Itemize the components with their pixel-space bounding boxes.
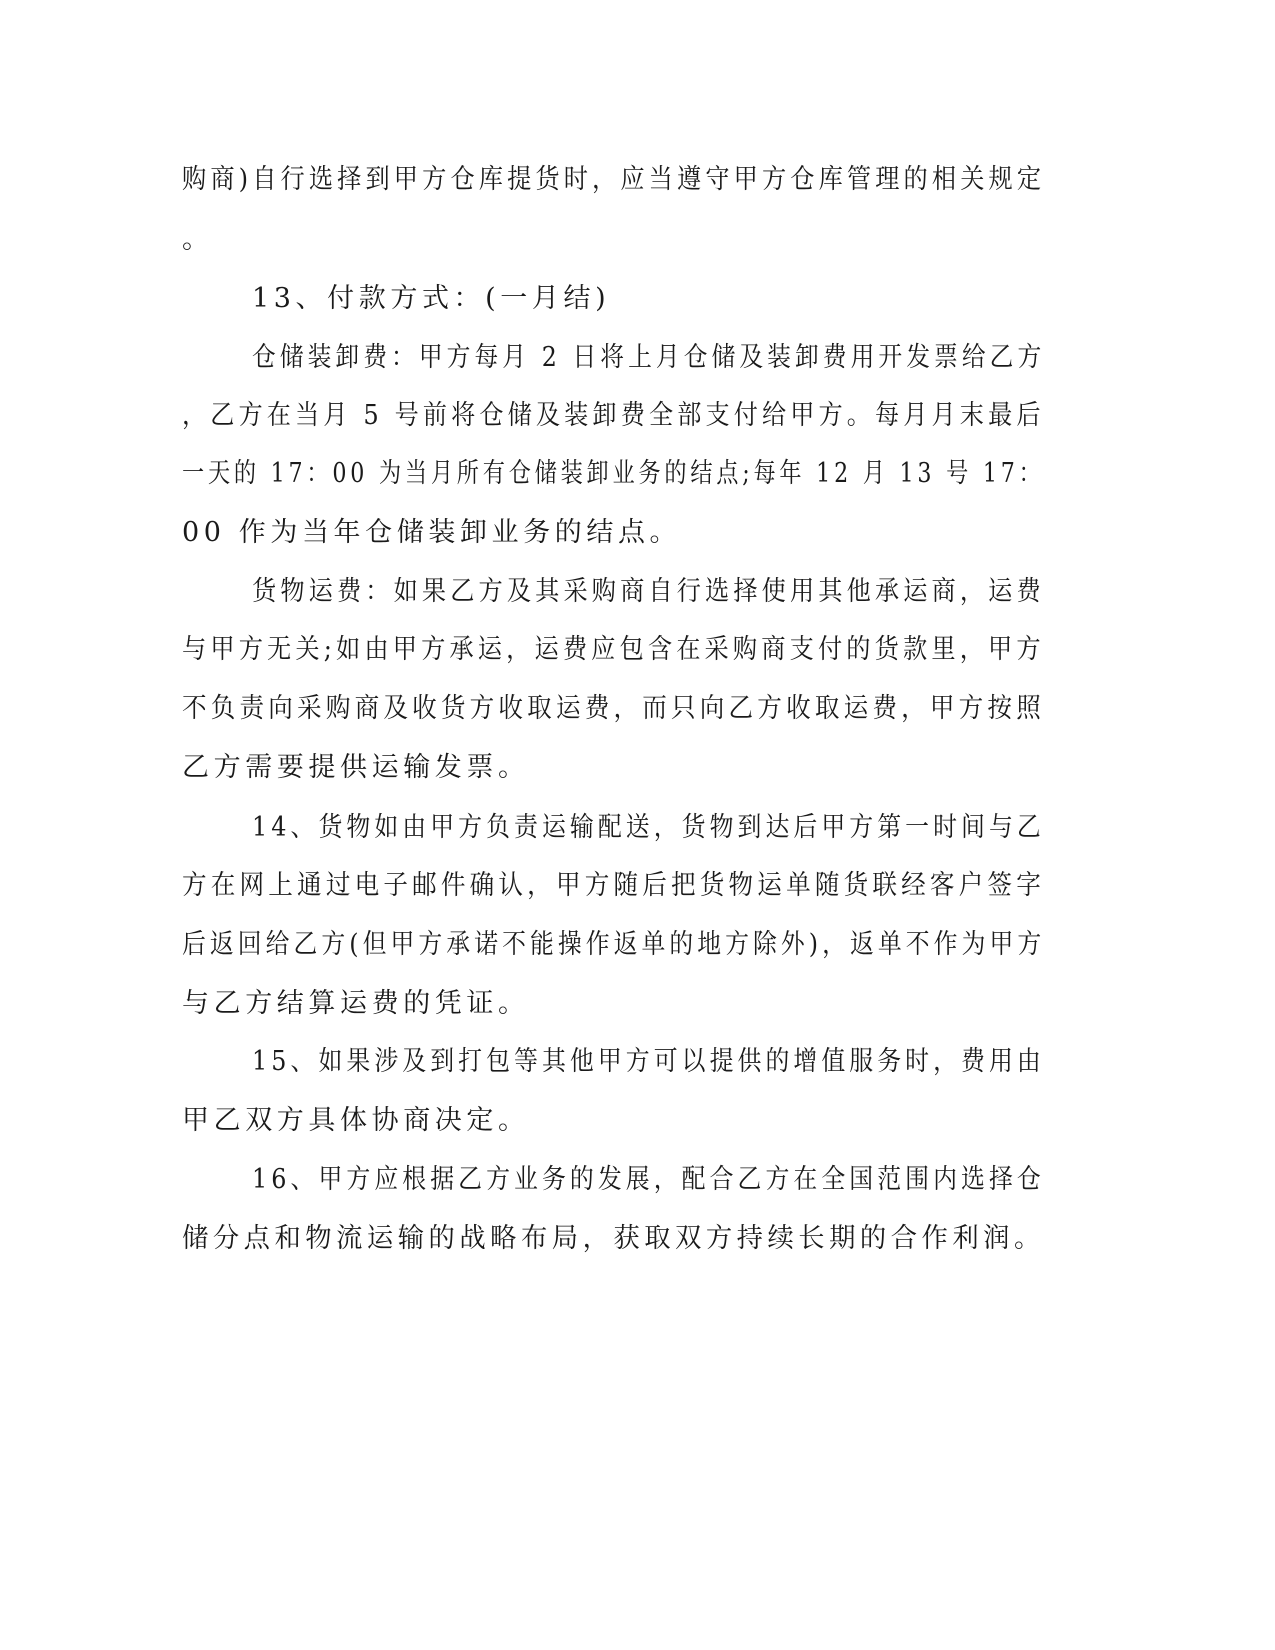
text-line: ，乙方在当月 5 号前将仓储及装卸费全部支付给甲方。每月月末最后 — [182, 400, 1045, 431]
text-line: 与乙方结算运费的凭证。 — [182, 988, 530, 1019]
text-line: 甲乙双方具体协商决定。 — [182, 1105, 530, 1136]
text-line: 方在网上通过电子邮件确认，甲方随后把货物运单随货联经客户签字 — [182, 870, 1045, 901]
text-line: 后返回给乙方(但甲方承诺不能操作返单的地方除外)，返单不作为甲方 — [182, 929, 1046, 960]
text-line: 13、付款方式：(一月结) — [252, 283, 611, 314]
text-line: 16、甲方应根据乙方业务的发展，配合乙方在全国范围内选择仓 — [252, 1164, 1045, 1195]
text-line: 15、如果涉及到打包等其他甲方可以提供的增值服务时，费用由 — [252, 1046, 1045, 1077]
text-line: 与甲方无关;如由甲方承运，运费应包含在采购商支付的货款里，甲方 — [182, 634, 1045, 665]
text-line: 货物运费：如果乙方及其采购商自行选择使用其他承运商，运费 — [252, 576, 1045, 607]
text-line: 仓储装卸费：甲方每月 2 日将上月仓储及装卸费用开发票给乙方 — [252, 342, 1046, 373]
text-line: 乙方需要提供运输发票。 — [182, 752, 530, 783]
text-line: 14、货物如由甲方负责运输配送，货物到达后甲方第一时间与乙 — [252, 812, 1045, 843]
text-line: 。 — [182, 224, 214, 255]
text-line: 不负责向采购商及收货方收取运费，而只向乙方收取运费，甲方按照 — [182, 693, 1045, 724]
text-line: 储分点和物流运输的战略布局，获取双方持续长期的合作利润。 — [182, 1223, 1045, 1254]
text-line: 一天的 17：00 为当月所有仓储装卸业务的结点;每年 12 月 13 号 17： — [182, 458, 1045, 489]
text-line: 00 作为当年仓储装卸业务的结点。 — [182, 517, 682, 548]
text-line: 购商)自行选择到甲方仓库提货时，应当遵守甲方仓库管理的相关规定 — [182, 164, 1046, 195]
